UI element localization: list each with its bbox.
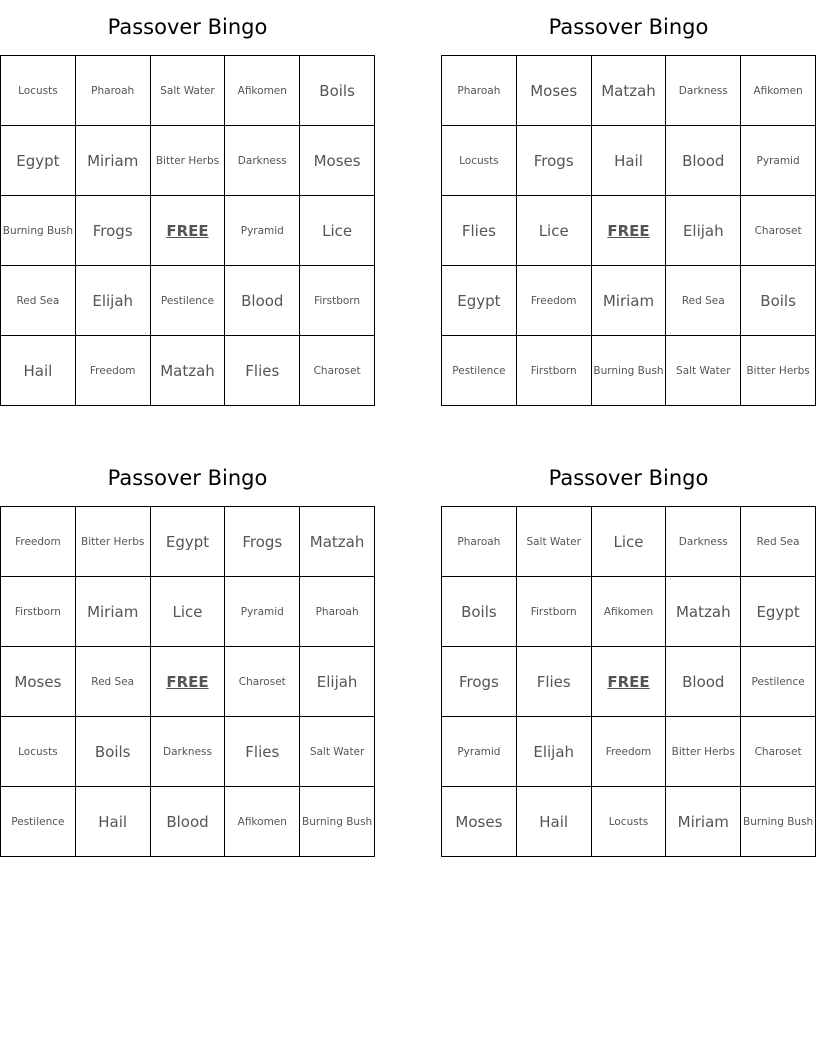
bingo-cell: Flies [225, 336, 300, 406]
bingo-cell: Firstborn [300, 266, 375, 336]
bingo-cell: Blood [151, 787, 226, 857]
bingo-cell: Pestilence [1, 787, 76, 857]
bingo-card-3 [0, 451, 375, 857]
bingo-grid [0, 55, 375, 406]
bingo-cell: Frogs [517, 126, 592, 196]
bingo-cell: Pharoah [300, 577, 375, 647]
card-title: Passover Bingo [107, 15, 268, 39]
bingo-cell: Frogs [225, 507, 300, 577]
bingo-cell: Freedom [76, 336, 151, 406]
bingo-grid [441, 55, 816, 406]
bingo-cell: Egypt [442, 266, 517, 336]
bingo-cell: Egypt [1, 126, 76, 196]
bingo-cell: Charoset [741, 196, 816, 266]
bingo-cell: Elijah [517, 717, 592, 787]
bingo-cell: Pyramid [741, 126, 816, 196]
bingo-cell: Boils [741, 266, 816, 336]
bingo-card-2 [441, 0, 816, 406]
bingo-cell: Locusts [592, 787, 667, 857]
bingo-cell: Flies [225, 717, 300, 787]
bingo-cell: Hail [76, 787, 151, 857]
bingo-cell: Bitter Herbs [76, 507, 151, 577]
bingo-cell: Bitter Herbs [741, 336, 816, 406]
bingo-cell: Elijah [300, 647, 375, 717]
bingo-cell: Afikomen [225, 56, 300, 126]
bingo-cell: Egypt [151, 507, 226, 577]
bingo-cell: Burning Bush [741, 787, 816, 857]
bingo-cell: Pestilence [151, 266, 226, 336]
bingo-cell: Red Sea [76, 647, 151, 717]
bingo-cell: Red Sea [1, 266, 76, 336]
bingo-cell: Lice [151, 577, 226, 647]
bingo-cell: Pharoah [442, 507, 517, 577]
bingo-cell: Firstborn [517, 336, 592, 406]
bingo-cell: Moses [517, 56, 592, 126]
bingo-cell: Red Sea [741, 507, 816, 577]
bingo-cell: Freedom [1, 507, 76, 577]
bingo-cell: Charoset [300, 336, 375, 406]
bingo-cell: Freedom [592, 717, 667, 787]
bingo-cell: Flies [517, 647, 592, 717]
bingo-cell: Pyramid [225, 577, 300, 647]
bingo-cell: Elijah [76, 266, 151, 336]
free-space-cell: FREE [592, 196, 667, 266]
bingo-cell: Pharoah [442, 56, 517, 126]
bingo-cell: Blood [666, 126, 741, 196]
bingo-cell: Salt Water [300, 717, 375, 787]
bingo-cell: Pharoah [76, 56, 151, 126]
bingo-cell: Frogs [76, 196, 151, 266]
bingo-cell: Matzah [592, 56, 667, 126]
bingo-cell: Locusts [1, 717, 76, 787]
bingo-cell: Hail [592, 126, 667, 196]
bingo-cell: Locusts [442, 126, 517, 196]
bingo-cell: Freedom [517, 266, 592, 336]
free-space-cell: FREE [151, 647, 226, 717]
bingo-card-4 [441, 451, 816, 857]
bingo-cell: Darkness [666, 56, 741, 126]
bingo-card-1 [0, 0, 375, 406]
free-space-cell: FREE [592, 647, 667, 717]
bingo-cell: Salt Water [151, 56, 226, 126]
bingo-cell: Frogs [442, 647, 517, 717]
bingo-cell: Lice [517, 196, 592, 266]
bingo-cell: Miriam [76, 577, 151, 647]
bingo-cell: Red Sea [666, 266, 741, 336]
bingo-cell: Burning Bush [592, 336, 667, 406]
bingo-cell: Boils [76, 717, 151, 787]
bingo-cell: Hail [517, 787, 592, 857]
bingo-cell: Boils [442, 577, 517, 647]
card-title: Passover Bingo [548, 466, 709, 490]
bingo-cell: Lice [300, 196, 375, 266]
bingo-cell: Blood [225, 266, 300, 336]
bingo-cell: Moses [300, 126, 375, 196]
bingo-cell: Boils [300, 56, 375, 126]
bingo-cell: Moses [442, 787, 517, 857]
bingo-cell: Miriam [76, 126, 151, 196]
bingo-grid [0, 506, 375, 857]
bingo-cell: Pyramid [225, 196, 300, 266]
bingo-cell: Blood [666, 647, 741, 717]
card-title: Passover Bingo [548, 15, 709, 39]
bingo-cell: Flies [442, 196, 517, 266]
bingo-cell: Miriam [666, 787, 741, 857]
bingo-cell: Afikomen [592, 577, 667, 647]
bingo-cell: Charoset [741, 717, 816, 787]
bingo-cell: Darkness [225, 126, 300, 196]
bingo-cell: Burning Bush [300, 787, 375, 857]
bingo-cell: Pestilence [442, 336, 517, 406]
bingo-cell: Salt Water [666, 336, 741, 406]
bingo-grid [441, 506, 816, 857]
bingo-cell: Darkness [151, 717, 226, 787]
bingo-cell: Salt Water [517, 507, 592, 577]
bingo-cell: Pestilence [741, 647, 816, 717]
bingo-cell: Afikomen [225, 787, 300, 857]
bingo-cell: Charoset [225, 647, 300, 717]
bingo-cell: Lice [592, 507, 667, 577]
bingo-cell: Egypt [741, 577, 816, 647]
bingo-cell: Matzah [300, 507, 375, 577]
bingo-cell: Darkness [666, 507, 741, 577]
bingo-cell: Bitter Herbs [151, 126, 226, 196]
bingo-cell: Hail [1, 336, 76, 406]
free-space-cell: FREE [151, 196, 226, 266]
bingo-cell: Matzah [151, 336, 226, 406]
bingo-cell: Locusts [1, 56, 76, 126]
card-title: Passover Bingo [107, 466, 268, 490]
bingo-cell: Firstborn [1, 577, 76, 647]
bingo-cell: Moses [1, 647, 76, 717]
bingo-cell: Miriam [592, 266, 667, 336]
bingo-cell: Bitter Herbs [666, 717, 741, 787]
bingo-cell: Matzah [666, 577, 741, 647]
bingo-cell: Pyramid [442, 717, 517, 787]
bingo-cell: Elijah [666, 196, 741, 266]
bingo-cell: Burning Bush [1, 196, 76, 266]
bingo-cell: Firstborn [517, 577, 592, 647]
bingo-cell: Afikomen [741, 56, 816, 126]
